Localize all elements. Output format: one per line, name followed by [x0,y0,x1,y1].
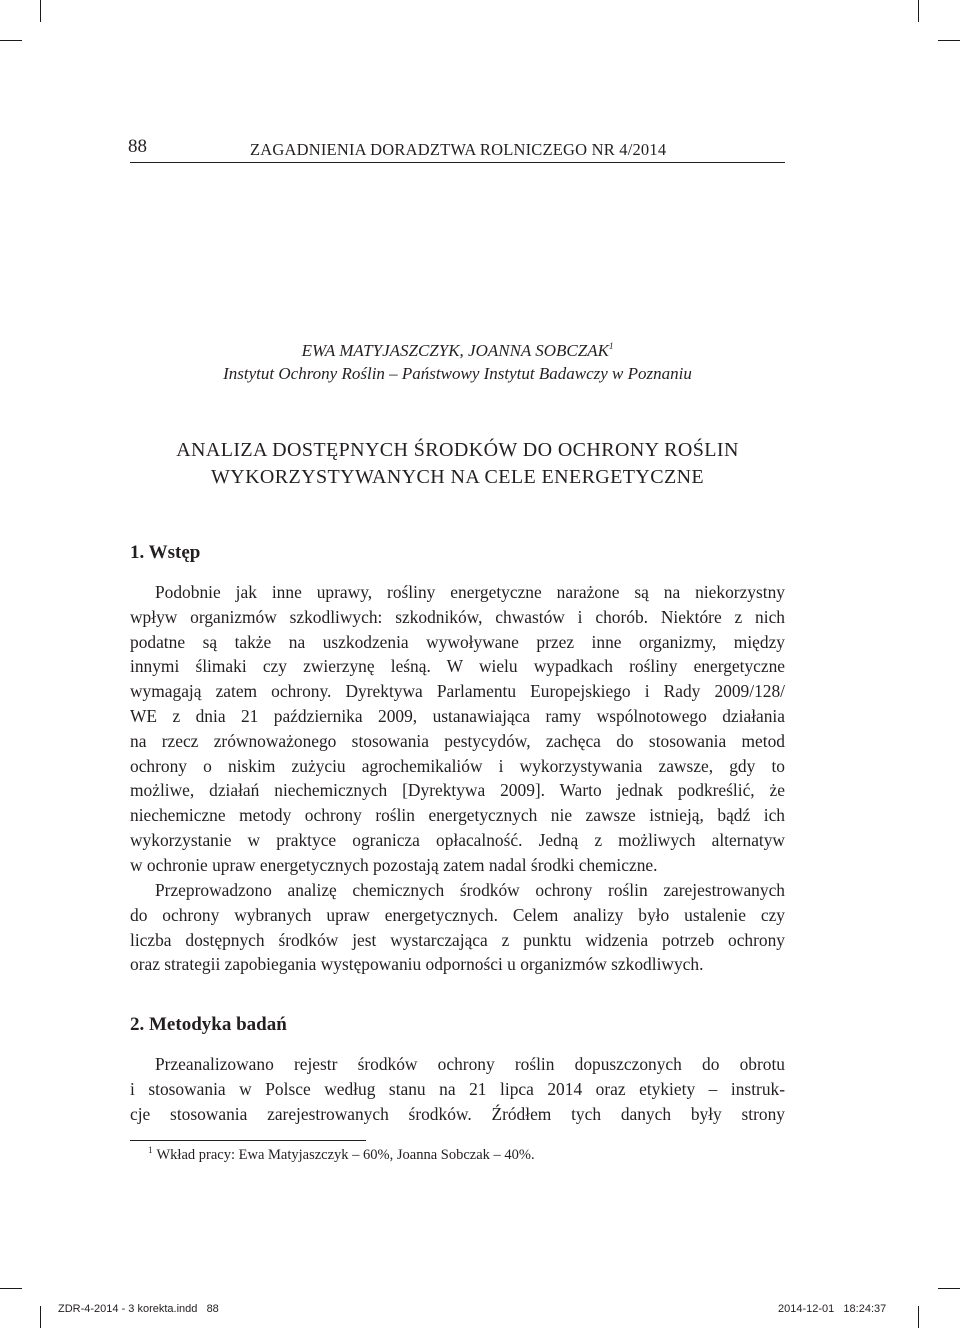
crop-mark-bottom-left-h [0,1288,22,1289]
paragraph-line: Przeprowadzono analizę chemicznych środków ochrony roślin zarejestrowanych [155,880,785,900]
header-rule [130,162,785,163]
paragraph-line: Przeanalizowano rejestr środków ochrony roślin dopuszczonych do obrotu [155,1054,785,1074]
crop-mark-top-right-h [938,40,960,41]
paragraph-line: na rzecz zrównoważonego stosowania pestycydów, zachęca do stosowania metod [130,730,785,751]
article-title-line-1: ANALIZA DOSTĘPNYCH ŚRODKÓW DO OCHRONY ROŚLIN [176,439,739,461]
article-title [130,437,785,491]
paragraph-line: wykorzystanie w praktyce ogranicza opłacalność. Jedną z możliwych alternatyw [130,829,785,850]
author-affiliation: Instytut Ochrony Roślin – Państwowy Instytut Badawczy w Poznaniu [223,364,692,383]
footnote [148,1145,535,1164]
paragraph-line: innymi ślimaki czy zwierzynę leśną. W wielu wypadkach rośliny energetyczne [130,656,785,677]
crop-mark-bottom-right [918,1306,919,1328]
paragraph-line: i stosowania w Polsce według stanu na 21 lipca 2014 oraz etykiety – instruk- [130,1078,785,1099]
paragraph-line: WE z dnia 21 października 2009, ustanawiająca ramy wspólnotowego działania [130,705,785,726]
journal-title: ZAGADNIENIA DORADZTWA ROLNICZEGO NR 4/2014 [250,140,667,159]
section-heading-2: 2. Metodyka badań [130,1014,287,1035]
slug-timestamp: 2014-12-01 18:24:37 [778,1303,887,1315]
paragraph-line: cje stosowania zarejestrowanych środków. Źródłem tych danych były strony [130,1103,785,1124]
author-names [130,341,785,361]
footnote-rule [130,1140,366,1141]
crop-mark-top-right [918,0,919,22]
paragraph-line: wymagają zatem ochrony. Dyrektywa Parlamentu Europejskiego i Rady 2009/128/ [130,681,785,702]
slug-file: ZDR-4-2014 - 3 korekta.indd 88 [58,1303,219,1315]
paragraph-line: niechemiczne metody ochrony roślin energetycznych nie zawsze istnieją, bądź ich [130,805,785,826]
crop-mark-top-left-h [0,40,22,41]
paragraph-line: oraz strategii zapobiegania występowaniu odporności u organizmów szkodliwych. [130,954,704,975]
section2-paragraph-1 [130,1052,785,1126]
footnote-marker: 1 [148,1145,153,1155]
author-names-text: EWA MATYJASZCZYK, JOANNA SOBCZAK [301,341,609,360]
paragraph-line: liczba dostępnych środków jest wystarczająca z punktu widzenia potrzeb ochrony [130,929,785,950]
page-number: 88 [128,136,147,157]
paragraph-line: możliwe, działań niechemicznych [Dyrektywa 2009]. Warto jednak podkreślić, że [130,780,785,801]
crop-mark-top-left [40,0,41,22]
paragraph-line: ochrony o niskim zużyciu agrochemikaliów i wykorzystywania zawsze, gdy to [130,755,785,776]
author-footnote-marker: 1 [608,341,614,351]
footnote-text: Wkład pracy: Ewa Matyjaszczyk – 60%, Joanna Sobczak – 40%. [156,1147,535,1163]
crop-mark-bottom-right-h [938,1288,960,1289]
paragraph-line: Podobnie jak inne uprawy, rośliny energetyczne narażone są na niekorzystny [155,582,785,602]
section-heading-1: 1. Wstęp [130,542,201,563]
crop-mark-bottom-left [40,1306,41,1328]
section1-paragraph-2 [130,878,785,977]
paragraph-line: wpływ organizmów szkodliwych: szkodników, chwastów i chorób. Niektóre z nich [130,606,785,627]
paragraph-line: do ochrony wybranych upraw energetycznych. Celem analizy było ustalenie czy [130,904,785,925]
article-title-line-2: WYKORZYSTYWANYCH NA CELE ENERGETYCZNE [210,466,705,488]
paragraph-line: podatne są także na uszkodzenia wywoływane przez inne organizmy, między [130,631,785,652]
paragraph-line: w ochronie upraw energetycznych pozostają zatem nadal środki chemiczne. [130,854,658,875]
section1-paragraph-1 [130,580,785,878]
